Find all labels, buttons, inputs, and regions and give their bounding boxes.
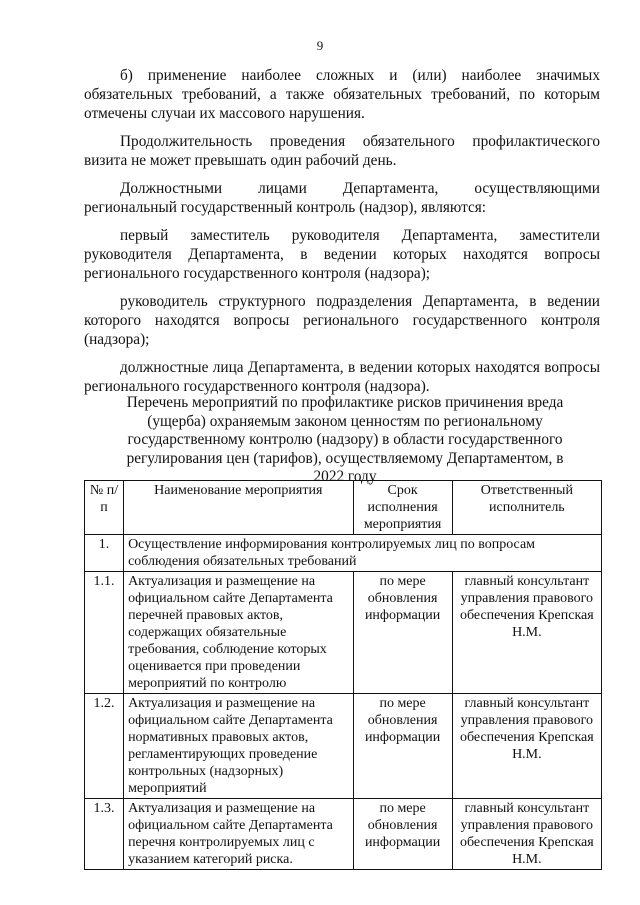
row-name: Актуализация и размещение на официальном сайте Департамента нормативных правовых актов, регламентирующих проведение контрольных (надзорных) мероприятий xyxy=(124,694,353,799)
section-num: 1. xyxy=(85,535,124,572)
paragraph: должностные лица Департамента, в ведении которых находятся вопросы регионального государственного контроля (надзора). xyxy=(84,359,600,395)
paragraph: б) применение наиболее сложных и (или) наиболее значимых обязательных требований, а также обязательных требований, по которым отмечены случаи их массового нарушения. xyxy=(84,67,600,122)
table-heading: Перечень мероприятий по профилактике рисков причинения вреда (ущерба) охраняемым законом ценностям по региональному государственному контролю (надзору) в области государственного регулирования цен (тарифов), осуществляемому Департаментом, в 2022 году xyxy=(126,394,564,485)
row-term: по мере обновления информации xyxy=(353,799,452,870)
page-number: 9 xyxy=(316,38,324,53)
header-term: Срок исполнения мероприятия xyxy=(353,481,452,535)
table-row xyxy=(85,799,602,870)
row-executor: главный консультант управления правового обеспечения Крепская Н.М. xyxy=(452,799,601,870)
table-row xyxy=(85,572,602,694)
header-num: № п/п xyxy=(85,481,124,535)
header-name: Наименование мероприятия xyxy=(124,481,353,535)
measures-table xyxy=(84,480,602,870)
table-row xyxy=(85,694,602,799)
paragraph: руководитель структурного подразделения Департамента, в ведении которого находятся вопросы регионального государственного контроля (надзора); xyxy=(84,293,600,348)
row-num: 1.1. xyxy=(85,572,124,694)
row-name: Актуализация и размещение на официальном сайте Департамента перечня контролируемых лиц с указанием категорий риска. xyxy=(124,799,353,870)
row-num: 1.2. xyxy=(85,694,124,799)
table-header-row xyxy=(85,481,602,535)
body-text xyxy=(84,66,600,396)
row-name: Актуализация и размещение на официальном сайте Департамента перечней правовых актов, содержащих обязательные требования, соблюдение которых оценивается при проведении мероприятий по контролю xyxy=(124,572,353,694)
paragraph: первый заместитель руководителя Департамента, заместители руководителя Департамента, в ведении которых находятся вопросы регионального государственного контроля (надзора); xyxy=(84,227,600,282)
table-section-row xyxy=(85,535,602,572)
section-text: Осуществление информирования контролируемых лиц по вопросам соблюдения обязательных требований xyxy=(124,535,602,572)
header-executor: Ответственный исполнитель xyxy=(452,481,601,535)
paragraph: Должностными лицами Департамента, осуществляющими региональный государственный контроль (надзор), являются: xyxy=(84,180,600,216)
row-executor: главный консультант управления правового обеспечения Крепская Н.М. xyxy=(452,694,601,799)
paragraph: Продолжительность проведения обязательного профилактического визита не может превышать один рабочий день. xyxy=(84,133,600,169)
row-executor: главный консультант управления правового обеспечения Крепская Н.М. xyxy=(452,572,601,694)
row-term: по мере обновления информации xyxy=(353,694,452,799)
row-num: 1.3. xyxy=(85,799,124,870)
row-term: по мере обновления информации xyxy=(353,572,452,694)
